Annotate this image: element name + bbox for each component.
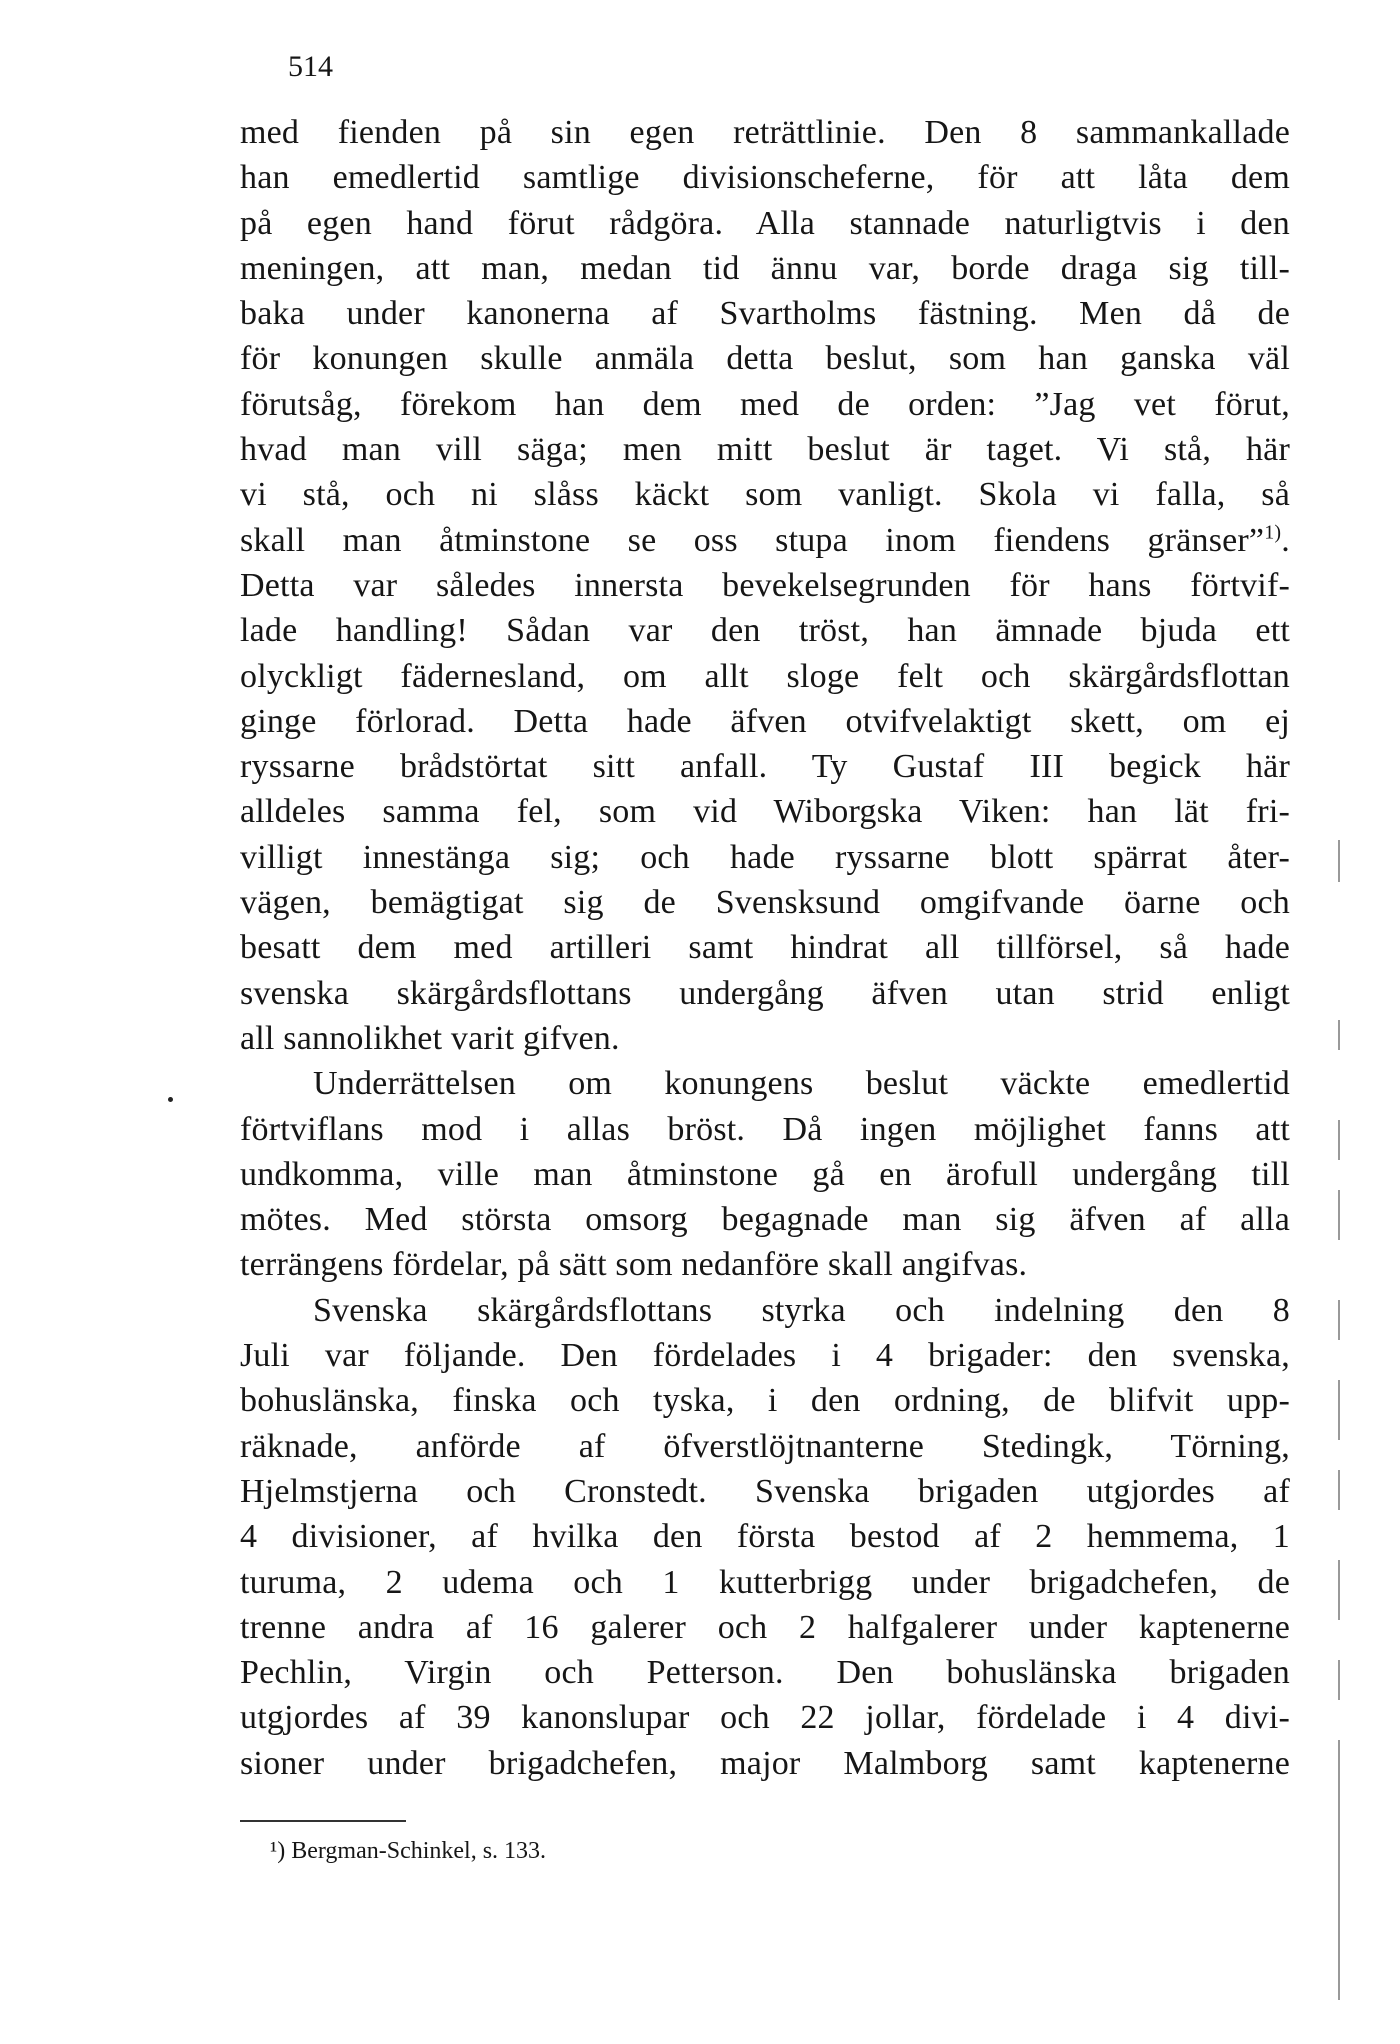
text-line-content: lade handling! Sådan var den tröst, han ämnade bjuda ett — [240, 612, 1290, 650]
text-line-content: trenne andra af 16 galerer och 2 halfgalerer under kaptenerne — [240, 1608, 1290, 1646]
text-line-content: svenska skärgårdsflottans undergång äfven utan strid enligt — [240, 974, 1290, 1012]
text-line-content: olyckligt fäderneslаnd, om allt sloge felt och skärgårdsflottan — [240, 657, 1290, 695]
margin-mark — [1338, 1740, 1340, 2000]
text-line — [240, 1288, 1290, 1333]
text-line-content: skall man åtminstone se oss stupa inom fiendens gränser” — [240, 521, 1265, 559]
text-line — [240, 1242, 1290, 1287]
text-line-content: meningen, att man, medan tid ännu var, borde draga sig till- — [240, 249, 1290, 287]
text-line — [240, 110, 1290, 155]
text-line — [240, 1197, 1290, 1242]
footnote-rule — [240, 1820, 406, 1822]
text-line — [240, 1469, 1290, 1514]
text-line — [240, 1152, 1290, 1197]
text-line-content: Pechlin, Virgin och Petterson. Den bohuslänska brigaden — [240, 1654, 1290, 1692]
margin-dot — [168, 1097, 173, 1102]
text-line-content: Juli var följande. Den fördelades i 4 brigader: den svenska, — [240, 1337, 1290, 1375]
text-line — [240, 1333, 1290, 1378]
text-line-content: mötes. Med största omsorg begagnade man sig äfven af alla — [240, 1201, 1290, 1239]
margin-mark — [1338, 1020, 1340, 1050]
text-line — [240, 291, 1290, 336]
margin-mark — [1338, 1470, 1340, 1510]
text-line — [240, 1016, 1290, 1061]
text-line-content: vägen, bemägtigat sig de Svensksund omgifvande öarne och — [240, 884, 1290, 922]
text-line — [240, 382, 1290, 427]
text-line-content: baka under kanonerna af Svartholms fästning. Men då de — [240, 295, 1290, 333]
page-number: 514 — [288, 50, 333, 83]
margin-mark — [1338, 1660, 1340, 1700]
text-line — [240, 744, 1290, 789]
text-line-content: Underrättelsen om konungens beslut väckte emedlertid — [313, 1065, 1290, 1103]
text-line-content: Svenska skärgårdsflottans styrka och indelning den 8 — [313, 1291, 1290, 1329]
text-line-content: Hjelmstjerna och Cronstedt. Svenska brigaden utgjordes af — [240, 1472, 1290, 1510]
text-line-content: besatt dem med artilleri samt hindrat all tillförsel, så hade — [240, 929, 1290, 967]
margin-mark — [1338, 1300, 1340, 1340]
text-line — [240, 608, 1290, 653]
text-line-content: turuma, 2 udema och 1 kutterbrigg under brigadchefen, de — [240, 1563, 1290, 1601]
text-line — [240, 1605, 1290, 1650]
text-line — [240, 563, 1290, 608]
text-line-punctuation: . — [1281, 521, 1290, 559]
text-line-content: bohuslänska, finska och tyska, i den ordning, de blifvit upp- — [240, 1382, 1290, 1420]
text-line-content: utgjordes af 39 kanonslupar och 22 jollar, fördelade i 4 divi- — [240, 1699, 1290, 1737]
text-line — [240, 1378, 1290, 1423]
text-line — [240, 246, 1290, 291]
footnote: ¹) Bergman-Schinkel, s. 133. — [270, 1838, 547, 1864]
text-line — [240, 835, 1290, 880]
text-line-content: ryssarne brådstörtat sitt anfall. Ty Gustaf III begick här — [240, 748, 1290, 786]
text-line-content: villigt innestänga sig; och hade ryssarne blott spärrat åter- — [240, 838, 1290, 876]
footnote-reference: 1) — [1264, 521, 1282, 544]
text-line-content: hvad man vill säga; men mitt beslut är taget. Vi stå, här — [240, 431, 1290, 469]
text-line — [240, 654, 1290, 699]
text-line — [240, 201, 1290, 246]
text-line-content: han emedlertid samtlige divisionscheferne, för att låta dem — [240, 159, 1290, 197]
text-line — [240, 472, 1290, 517]
text-line — [240, 1061, 1290, 1106]
margin-mark — [1338, 840, 1340, 882]
text-line — [240, 971, 1290, 1016]
text-line-content: terrängens fördelar, på sätt som nedanföre skall angifvas. — [240, 1246, 1028, 1284]
body-text — [240, 110, 1290, 1786]
text-line-content: förtviflans mod i allas bröst. Då ingen möjlighet fanns att — [240, 1110, 1290, 1148]
text-line-content: sioner under brigadchefen, major Malmborg samt kaptenerne — [240, 1744, 1290, 1782]
margin-mark — [1338, 1120, 1340, 1160]
text-line — [240, 880, 1290, 925]
text-line-content: förutsåg, förekom han dem med de orden: ”Jag vet förut, — [240, 385, 1290, 423]
text-line-content: räknade, anförde af öfverstlöjtnanterne Stedingk, Törning, — [240, 1427, 1290, 1465]
text-line — [240, 1741, 1290, 1786]
text-line-content: med fienden på sin egen reträttlinie. Den 8 sammankallade — [240, 114, 1290, 151]
text-line — [240, 1695, 1290, 1740]
margin-mark — [1338, 1190, 1340, 1240]
text-line — [240, 518, 1290, 563]
text-line — [240, 1424, 1290, 1469]
text-line — [240, 1514, 1290, 1559]
text-line-content: Detta var således innersta bevekelsegrunden för hans förtvif- — [240, 566, 1290, 604]
text-line-content: på egen hand förut rådgöra. Alla stannade naturligtvis i den — [240, 204, 1290, 242]
text-line-content: undkomma, ville man åtminstone gå en ärofull undergång till — [240, 1155, 1290, 1193]
text-line — [240, 336, 1290, 381]
margin-mark — [1338, 1560, 1340, 1620]
text-line — [240, 699, 1290, 744]
margin-mark — [1338, 1380, 1340, 1440]
text-line-content: för konungen skulle anmäla detta beslut, som han ganska väl — [240, 340, 1290, 378]
text-line-content: alldeles samma fel, som vid Wiborgska Viken: han lät fri- — [240, 793, 1290, 831]
text-line — [240, 789, 1290, 834]
text-line — [240, 155, 1290, 200]
text-line-content: 4 divisioner, af hvilka den första bestod af 2 hemmema, 1 — [240, 1518, 1290, 1556]
text-line-content: all sannolikhet varit gifven. — [240, 1019, 620, 1057]
text-line — [240, 427, 1290, 472]
text-line-content: vi stå, och ni slåss käckt som vanligt. Skola vi falla, så — [240, 476, 1290, 514]
text-line — [240, 1560, 1290, 1605]
text-line-content: ginge förlorad. Detta hade äfven otvifvelaktigt skett, om ej — [240, 702, 1290, 740]
text-line — [240, 1650, 1290, 1695]
text-line — [240, 1107, 1290, 1152]
text-line — [240, 925, 1290, 970]
